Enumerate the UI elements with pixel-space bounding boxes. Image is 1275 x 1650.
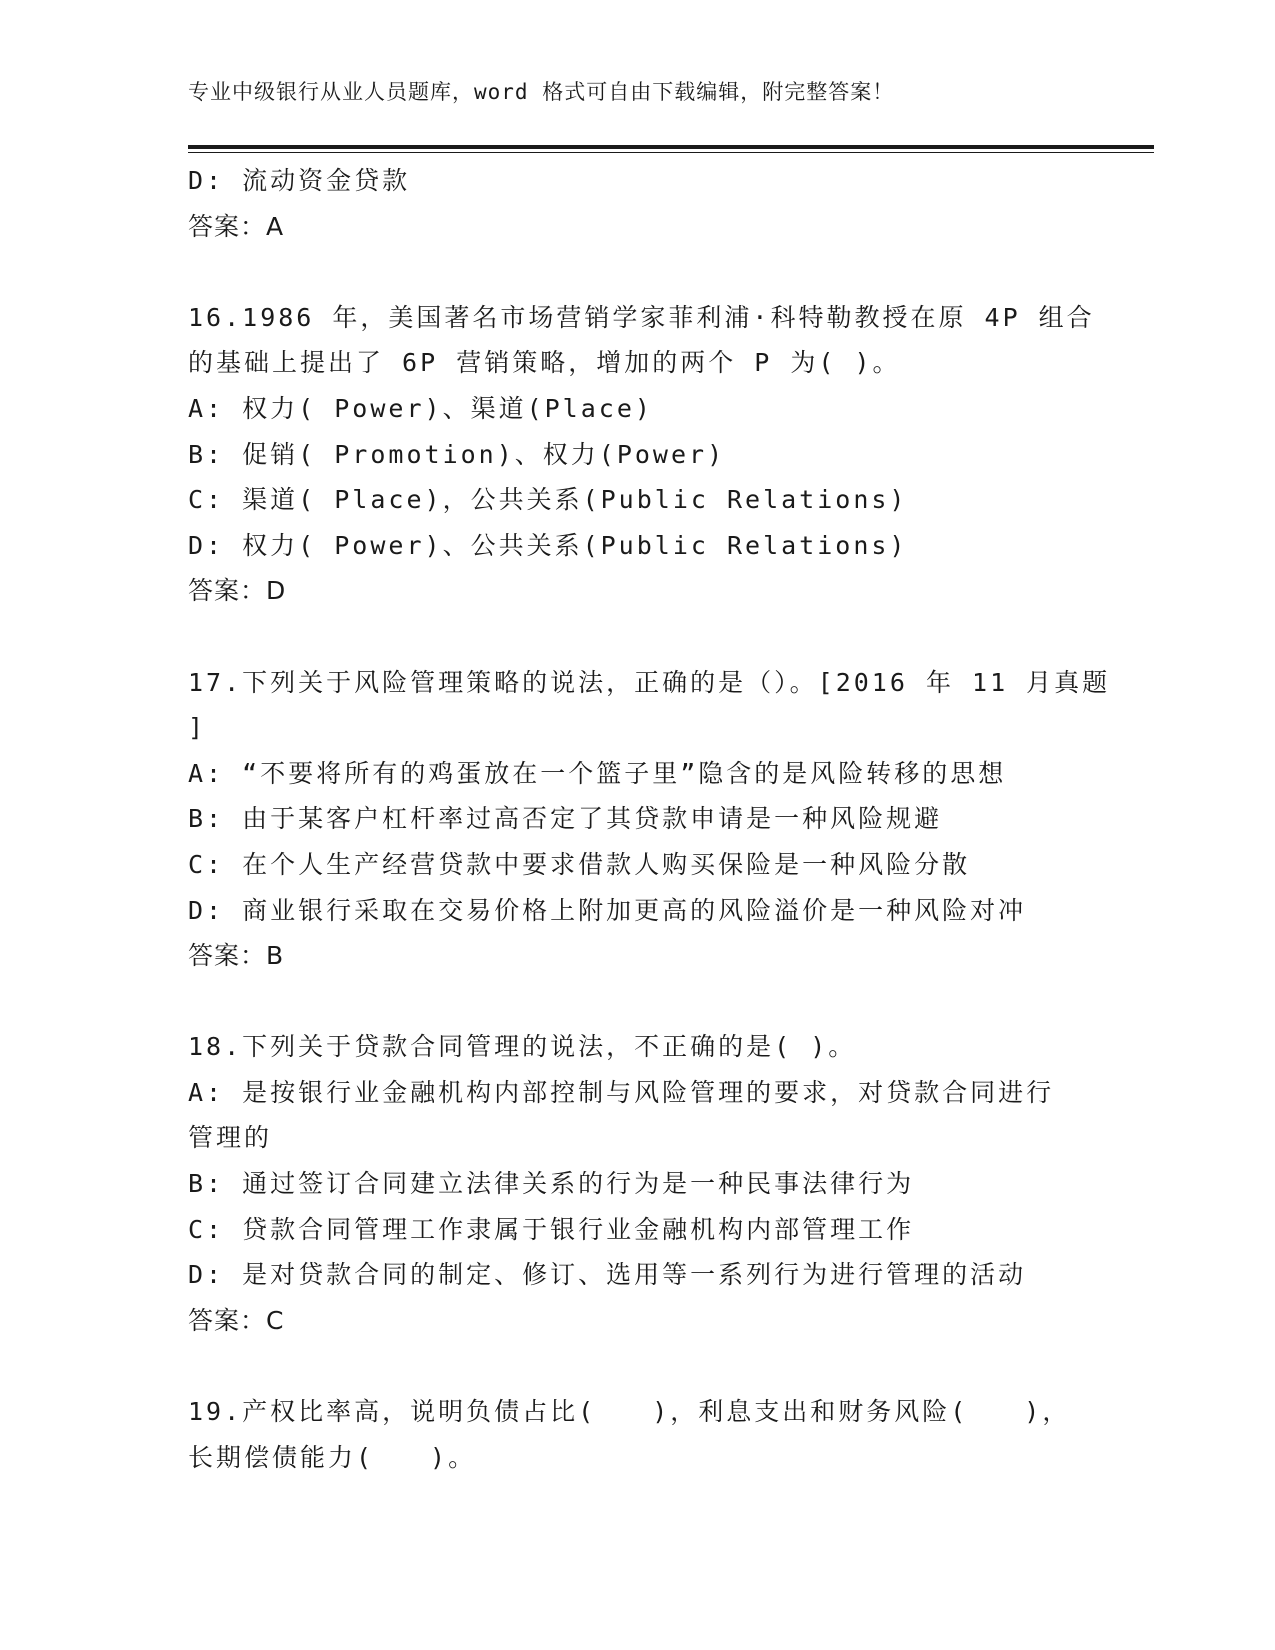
option-d: D: 商业银行采取在交易价格上附加更高的风险溢价是一种风险对冲 xyxy=(188,895,1027,925)
question-16 xyxy=(188,295,1095,614)
spacer xyxy=(188,249,1088,295)
option-b: B: 通过签订合同建立法律关系的行为是一种民事法律行为 xyxy=(188,1169,915,1199)
answer-line: 答案：A xyxy=(188,211,285,241)
question-17 xyxy=(188,660,1111,979)
option-b: B: 由于某客户杠杆率过高否定了其贷款申请是一种风险规避 xyxy=(188,804,943,834)
question-18 xyxy=(188,1024,1088,1343)
question-stem-continued: 的基础上提出了 6P 营销策略，增加的两个 P 为( )。 xyxy=(188,348,901,378)
spacer xyxy=(188,1343,1088,1389)
answer-line: 答案：B xyxy=(188,941,285,971)
answer-line: 答案：D xyxy=(188,576,287,606)
spacer xyxy=(188,614,1088,660)
question-stem-continued: 长期偿债能力( )。 xyxy=(188,1442,477,1472)
question-stem: 17.下列关于风险管理策略的说法，正确的是（）。[2016 年 11 月真题 xyxy=(188,667,1111,697)
page-header: 专业中级银行从业人员题库，word 格式可自由下载编辑，附完整答案！ xyxy=(188,80,895,104)
option-a: A: 是按银行业金融机构内部控制与风险管理的要求，对贷款合同进行 xyxy=(188,1077,1055,1107)
spacer xyxy=(188,979,1088,1025)
option-d: D: 权力( Power)、公共关系(Public Relations) xyxy=(188,530,908,560)
option-c: C: 在个人生产经营贷款中要求借款人购买保险是一种风险分散 xyxy=(188,849,971,879)
question-15-tail xyxy=(188,158,1088,249)
question-stem-continued: ] xyxy=(188,713,207,743)
option-a: A: “不要将所有的鸡蛋放在一个篮子里”隐含的是风险转移的思想 xyxy=(188,758,1007,788)
option-a: A: 权力( Power)、渠道(Place) xyxy=(188,393,653,423)
question-stem: 19.产权比率高，说明负债占比( )，利息支出和财务风险( )， xyxy=(188,1397,1071,1427)
header-divider-thick xyxy=(188,145,1154,149)
question-stem: 16.1986 年，美国著名市场营销学家菲利浦·科特勒教授在原 4P 组合 xyxy=(188,302,1095,332)
option-c: C: 渠道( Place)，公共关系(Public Relations) xyxy=(188,485,908,515)
option-d: D: 流动资金贷款 xyxy=(188,166,411,195)
question-stem: 18.下列关于贷款合同管理的说法，不正确的是( )。 xyxy=(188,1032,857,1062)
option-b: B: 促销( Promotion)、权力(Power) xyxy=(188,439,726,469)
answer-line: 答案：C xyxy=(188,1305,285,1335)
question-list xyxy=(188,158,1111,1480)
question-19 xyxy=(188,1389,1088,1480)
option-c: C: 贷款合同管理工作隶属于银行业金融机构内部管理工作 xyxy=(188,1214,915,1244)
option-a-continued: 管理的 xyxy=(188,1123,273,1153)
header-divider-thin xyxy=(188,152,1154,153)
option-d: D: 是对贷款合同的制定、修订、选用等一系列行为进行管理的活动 xyxy=(188,1260,1027,1290)
